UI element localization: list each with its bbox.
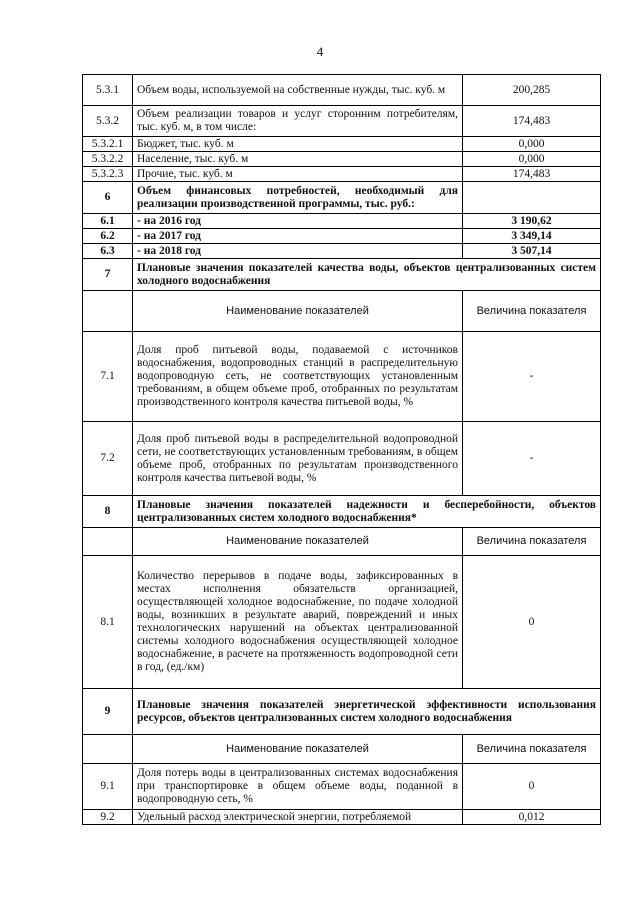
row-description: Доля потерь воды в централизованных системах водоснабжения при транспортировке в общем объеме воды, поданной в водопроводную сеть, % [133,764,463,810]
row-value: 0 [463,764,601,810]
column-header-row [83,291,601,332]
table-row [83,214,601,229]
row-description: Прочие, тыс. куб. м [133,167,463,182]
row-number: 5.3.2.2 [83,152,133,167]
row-description: Население, тыс. куб. м [133,152,463,167]
row-value: - [463,332,601,422]
row-value: 200,285 [463,75,601,106]
column-header-name: Наименование показателей [133,528,463,556]
section-number: 9 [83,689,133,735]
column-header-name: Наименование показателей [133,735,463,764]
row-description: Доля проб питьевой воды, подаваемой с источников водоснабжения, водопроводных станций в распределительную водопроводную сеть, не соответствующих установленным требованиям, в общем объеме проб, отобранных по результатам производственного контроля качества питьевой воды, % [133,332,463,422]
section-title: Плановые значения показателей качества воды, объектов централизованных систем холодного водоснабжения [133,259,601,291]
row-value: 3 507,14 [463,244,601,259]
row-value: 3 349,14 [463,229,601,244]
column-header-name: Наименование показателей [133,291,463,332]
section-header-row [83,182,601,214]
column-header-value: Величина показателя [463,735,601,764]
row-value: 0,000 [463,137,601,152]
section-header-row [83,496,601,528]
section-number: 7 [83,259,133,291]
row-description: - на 2018 год [133,244,463,259]
row-number: 6.1 [83,214,133,229]
row-value: 0,000 [463,152,601,167]
program-table [82,74,601,825]
table-row [83,332,601,422]
section-title: Плановые значения показателей надежности и бесперебойности, объектов централизованных систем холодного водоснабжения* [133,496,601,528]
row-number: 5.3.2.3 [83,167,133,182]
row-value: 174,483 [463,167,601,182]
table-row [83,422,601,496]
empty-cell [83,735,133,764]
row-value: 3 190,62 [463,214,601,229]
table-row [83,152,601,167]
section-header-row [83,259,601,291]
section-number: 8 [83,496,133,528]
row-description: Бюджет, тыс. куб. м [133,137,463,152]
row-number: 8.1 [83,556,133,689]
table-row [83,810,601,825]
row-number: 7.2 [83,422,133,496]
section-title: Объем финансовых потребностей, необходимый для реализации производственной программы, тыс. руб.: [133,182,463,214]
row-value: 0 [463,556,601,689]
row-value: - [463,422,601,496]
row-number: 5.3.1 [83,75,133,106]
row-description: - на 2016 год [133,214,463,229]
column-header-value: Величина показателя [463,291,601,332]
row-number: 5.3.2 [83,106,133,137]
row-value: 174,483 [463,106,601,137]
column-header-row [83,528,601,556]
column-header-value: Величина показателя [463,528,601,556]
table-row [83,556,601,689]
table-row [83,764,601,810]
row-number: 9.2 [83,810,133,825]
row-number: 6.3 [83,244,133,259]
empty-cell [83,528,133,556]
row-number: 9.1 [83,764,133,810]
empty-cell [83,291,133,332]
section-number: 6 [83,182,133,214]
section-header-row [83,689,601,735]
row-description: - на 2017 год [133,229,463,244]
row-description: Объем реализации товаров и услуг сторонним потребителям, тыс. куб. м, в том числе: [133,106,463,137]
row-number: 7.1 [83,332,133,422]
column-header-row [83,735,601,764]
table-row [83,229,601,244]
row-number: 5.3.2.1 [83,137,133,152]
table-row [83,106,601,137]
section-title: Плановые значения показателей энергетической эффективности использования ресурсов, объектов централизованных систем холодного водоснабжения [133,689,601,735]
empty-cell [463,182,601,214]
row-number: 6.2 [83,229,133,244]
table-row [83,75,601,106]
row-description: Объем воды, используемой на собственные нужды, тыс. куб. м [133,75,463,106]
row-value: 0,012 [463,810,601,825]
row-description: Количество перерывов в подаче воды, зафиксированных в местах исполнения обязательств организацией, осуществляющей холодное водоснабжение, по подаче холодной воды, возникших в результате аварий, повреждений и иных технологических нарушений на объектах централизованной системы холодного водоснабжения осуществляющей холодное водоснабжение, в расчете на протяженность водопроводной сети в год, (ед./км) [133,556,463,689]
table-row [83,167,601,182]
row-description: Доля проб питьевой воды в распределительной водопроводной сети, не соответствующих установленным требованиям, в общем объеме проб, отобранных по результатам производственного контроля качества питьевой воды, % [133,422,463,496]
page-number: 4 [316,44,324,59]
table-row [83,137,601,152]
table-row [83,244,601,259]
row-description: Удельный расход электрической энергии, потребляемой [133,810,463,825]
